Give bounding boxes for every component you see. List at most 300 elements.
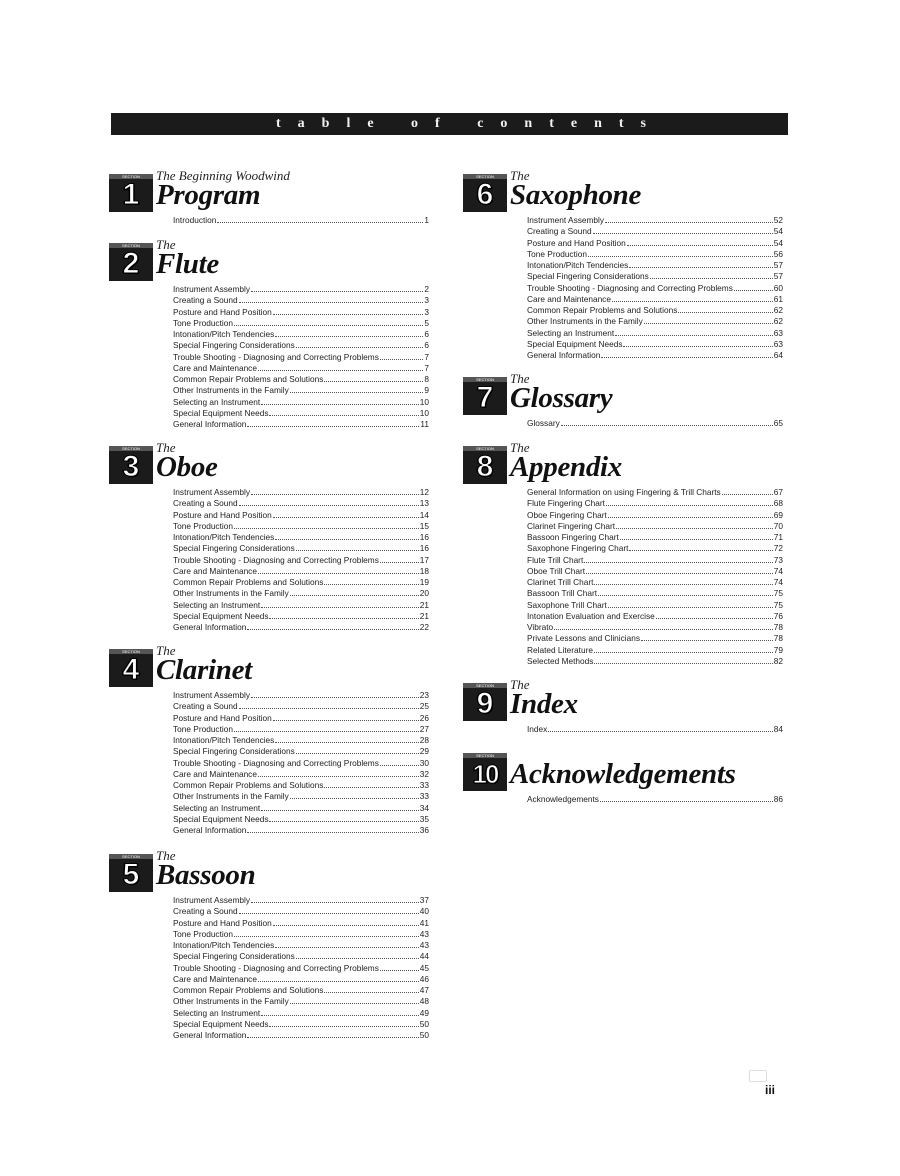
entry-title: Special Equipment Needs (173, 407, 269, 418)
entry-page: 49 (419, 1007, 429, 1018)
entry-page: 23 (419, 690, 429, 700)
toc-entry[interactable] (527, 633, 783, 644)
toc-entry[interactable] (527, 794, 783, 805)
toc-entry[interactable] (173, 996, 429, 1007)
toc-entry[interactable] (527, 215, 783, 226)
toc-entry[interactable] (527, 611, 783, 622)
dot-leader (273, 511, 419, 518)
entry-page: 18 (419, 565, 429, 576)
toc-entry[interactable] (527, 577, 783, 588)
entry-title: Other Instruments in the Family (173, 588, 289, 599)
toc-entry[interactable] (173, 951, 429, 962)
entry-page: 70 (773, 520, 783, 531)
dot-leader (290, 997, 419, 1004)
entry-title: Tone Production (173, 723, 233, 734)
dot-leader (275, 941, 418, 948)
toc-entry[interactable] (527, 226, 783, 237)
entry-title: Creating a Sound (173, 906, 238, 917)
toc-entry[interactable] (527, 566, 783, 577)
entry-page: 13 (419, 498, 429, 509)
toc-entry[interactable] (173, 780, 429, 791)
contents-banner: table of contents (111, 113, 788, 135)
entry-page: 6 (424, 329, 429, 339)
entry-page: 7 (424, 351, 429, 362)
entry-page: 35 (419, 813, 429, 824)
dot-leader (598, 589, 773, 596)
section-subtitle: The (510, 440, 530, 455)
entry-title: Special Equipment Needs (527, 338, 623, 349)
dot-leader (234, 930, 419, 937)
dot-leader (650, 272, 773, 279)
toc-entry[interactable] (173, 622, 429, 633)
entry-title: Selecting an Instrument (527, 327, 615, 338)
entry-title: Private Lessons and Clinicians (527, 633, 640, 644)
dot-leader (234, 725, 419, 732)
dot-leader (594, 657, 772, 664)
toc-entry[interactable] (173, 803, 429, 814)
toc-entry[interactable] (527, 656, 783, 667)
toc-entry[interactable] (173, 814, 429, 825)
toc-entry[interactable] (173, 487, 429, 498)
entry-title: General Information (173, 419, 247, 429)
toc-entry[interactable] (527, 238, 783, 249)
dot-leader (594, 646, 773, 653)
section-clarinet (109, 643, 429, 836)
entry-page: 82 (773, 655, 783, 666)
section-title: Acknowledgements (510, 758, 736, 790)
entry-title: Posture and Hand Position (173, 509, 272, 520)
entry-page: 60 (773, 282, 783, 293)
toc-entry[interactable] (173, 318, 429, 329)
dot-leader (615, 329, 773, 336)
toc-entry[interactable] (173, 215, 429, 226)
entry-page: 45 (419, 962, 429, 973)
toc-entry[interactable] (173, 419, 429, 430)
toc-entry[interactable] (173, 566, 429, 577)
entry-page: 1 (424, 215, 429, 225)
toc-entry[interactable] (527, 543, 783, 554)
dot-leader (273, 308, 424, 315)
entry-title: General Information (527, 350, 601, 360)
toc-entry[interactable] (173, 397, 429, 408)
entry-title: Selecting an Instrument (173, 1007, 261, 1018)
dot-leader (600, 795, 773, 802)
entry-title: Posture and Hand Position (173, 917, 272, 928)
entry-title: Common Repair Problems and Solutions (173, 374, 324, 384)
toc-entry[interactable] (527, 600, 783, 611)
section-number-badge (109, 446, 153, 484)
section-program (109, 168, 429, 226)
toc-entry[interactable] (173, 600, 429, 611)
entry-title: Selecting an Instrument (173, 599, 261, 610)
entry-title: Flute Fingering Chart (527, 498, 605, 509)
toc-entry[interactable] (173, 746, 429, 757)
entry-page: 84 (773, 724, 783, 734)
section-number-badge (463, 683, 507, 721)
entry-title: Common Repair Problems and Solutions (173, 985, 324, 995)
section-tag: SECTION (463, 753, 507, 758)
toc-entry[interactable] (173, 1030, 429, 1041)
toc-entry[interactable] (527, 521, 783, 532)
section-glossary (463, 371, 783, 429)
entry-page: 3 (424, 306, 429, 317)
entry-page: 40 (419, 906, 429, 917)
entry-title: Intonation Evaluation and Exercise (527, 610, 655, 621)
toc-entry[interactable] (527, 487, 783, 498)
toc-entry[interactable] (173, 284, 429, 295)
entry-title: Intonation/Pitch Tendencies (173, 532, 275, 542)
dot-leader (605, 216, 773, 223)
entry-page: 19 (419, 577, 429, 587)
section-header (463, 371, 783, 415)
entry-title: Posture and Hand Position (173, 306, 272, 317)
dot-leader (261, 601, 419, 608)
section-header (463, 440, 783, 484)
entry-page: 76 (773, 610, 783, 621)
toc-entry[interactable] (527, 260, 783, 271)
dot-leader (269, 815, 418, 822)
toc-entry[interactable] (527, 622, 783, 633)
toc-entry[interactable] (527, 305, 783, 316)
section-title: Clarinet (156, 654, 252, 686)
entry-page: 63 (773, 338, 783, 349)
toc-entry[interactable] (173, 701, 429, 712)
toc-entry[interactable] (173, 1019, 429, 1030)
entry-page: 22 (419, 622, 429, 632)
dot-leader (612, 295, 773, 302)
section-subtitle: The (156, 848, 176, 863)
dot-leader (594, 578, 772, 585)
entry-title: Tone Production (173, 317, 233, 328)
toc-entry[interactable] (527, 645, 783, 656)
section-tag: SECTION (109, 174, 153, 179)
toc-entry[interactable] (173, 295, 429, 306)
entry-title: Posture and Hand Position (173, 712, 272, 723)
entry-title: Instrument Assembly (527, 215, 605, 225)
dot-leader (269, 409, 418, 416)
entry-list (173, 487, 429, 633)
section-saxophone (463, 168, 783, 361)
dot-leader (290, 386, 424, 393)
entry-page: 2 (424, 284, 429, 294)
dot-leader (261, 398, 419, 405)
entry-title: Special Equipment Needs (173, 1018, 269, 1029)
entry-title: Care and Maintenance (173, 768, 257, 779)
page-number: iii (765, 1083, 776, 1097)
entry-page: 16 (419, 543, 429, 554)
entry-title: Selecting an Instrument (173, 802, 261, 813)
toc-entry[interactable] (173, 498, 429, 509)
dot-leader (584, 556, 773, 563)
entry-page: 79 (773, 644, 783, 655)
section-title: Flute (156, 248, 219, 280)
dot-leader (247, 826, 418, 833)
entry-title: Tone Production (527, 248, 587, 259)
entry-title: Saxophone Fingering Chart (527, 543, 629, 554)
toc-entry[interactable] (173, 510, 429, 521)
entry-title: Trouble Shooting - Diagnosing and Correcting Problems (173, 554, 379, 565)
entry-title: Common Repair Problems and Solutions (527, 305, 678, 315)
entry-title: Instrument Assembly (173, 895, 251, 905)
section-title: Oboe (156, 451, 218, 483)
dot-leader (554, 623, 773, 630)
entry-list (173, 895, 429, 1041)
section-tag: SECTION (109, 243, 153, 248)
dot-leader (275, 533, 418, 540)
toc-entry[interactable] (527, 294, 783, 305)
entry-page: 5 (424, 317, 429, 328)
toc-entry[interactable] (173, 974, 429, 985)
toc-entry[interactable] (173, 825, 429, 836)
entry-page: 54 (773, 237, 783, 248)
entry-title: Special Fingering Considerations (527, 271, 649, 282)
section-tag: SECTION (109, 446, 153, 451)
toc-entry[interactable] (527, 316, 783, 327)
entry-title: General Information on using Fingering & Trill Charts (527, 487, 721, 497)
section-header (109, 168, 429, 212)
toc-entry[interactable] (527, 588, 783, 599)
entry-page: 78 (773, 633, 783, 644)
entry-page: 46 (419, 973, 429, 984)
toc-entry[interactable] (527, 724, 783, 735)
entry-page: 47 (419, 985, 429, 995)
dot-leader (561, 419, 773, 426)
entry-title: Trouble Shooting - Diagnosing and Correcting Problems (527, 282, 733, 293)
entry-title: Trouble Shooting - Diagnosing and Correcting Problems (173, 757, 379, 768)
dot-leader (629, 261, 772, 268)
dot-leader (734, 284, 773, 291)
entry-title: Clarinet Trill Chart (527, 577, 594, 587)
entry-page: 65 (773, 418, 783, 428)
toc-entry[interactable] (173, 577, 429, 588)
dot-leader (296, 747, 419, 754)
entry-page: 10 (419, 396, 429, 407)
toc-entry[interactable] (173, 307, 429, 318)
toc-entry[interactable] (173, 985, 429, 996)
toc-entry[interactable] (173, 555, 429, 566)
entry-page: 21 (419, 610, 429, 621)
dot-leader (258, 975, 419, 982)
toc-entry[interactable] (527, 418, 783, 429)
dot-leader (251, 488, 419, 495)
section-title: Saxophone (510, 179, 642, 211)
section-header (463, 677, 783, 721)
toc-entry[interactable] (173, 735, 429, 746)
toc-entry[interactable] (527, 498, 783, 509)
toc-entry[interactable] (527, 283, 783, 294)
toc-entry[interactable] (173, 352, 429, 363)
toc-entry[interactable] (173, 532, 429, 543)
entry-page: 26 (419, 712, 429, 723)
section-bassoon (109, 848, 429, 1041)
toc-entry[interactable] (173, 543, 429, 554)
entry-page: 17 (419, 554, 429, 565)
toc-entry[interactable] (173, 940, 429, 951)
toc-entry[interactable] (527, 510, 783, 521)
entry-page: 25 (419, 701, 429, 712)
toc-entry[interactable] (173, 724, 429, 735)
dot-leader (258, 567, 419, 574)
section-number-badge (463, 446, 507, 484)
entry-title: Creating a Sound (173, 498, 238, 509)
entry-page: 8 (424, 374, 429, 384)
entry-page: 75 (773, 588, 783, 599)
section-header (109, 237, 429, 281)
toc-entry[interactable] (173, 611, 429, 622)
entry-page: 61 (773, 293, 783, 304)
entry-page: 41 (419, 917, 429, 928)
section-title: Program (156, 179, 261, 211)
toc-entry[interactable] (173, 906, 429, 917)
entry-list (527, 215, 783, 361)
toc-entry[interactable] (527, 532, 783, 543)
toc-entry[interactable] (173, 895, 429, 906)
entry-title: Special Fingering Considerations (173, 340, 295, 351)
entry-page: 62 (773, 305, 783, 315)
toc-entry[interactable] (173, 963, 429, 974)
entry-title: General Information (173, 825, 247, 835)
entry-title: Trouble Shooting - Diagnosing and Correcting Problems (173, 962, 379, 973)
section-tag: SECTION (109, 854, 153, 859)
dot-leader (273, 919, 419, 926)
section-oboe (109, 440, 429, 633)
entry-title: Tone Production (173, 520, 233, 531)
entry-page: 29 (419, 746, 429, 757)
entry-title: Other Instruments in the Family (527, 316, 643, 327)
entry-title: Vibrato (527, 622, 554, 632)
dot-leader (269, 612, 418, 619)
toc-entry[interactable] (173, 1008, 429, 1019)
entry-title: Other Instruments in the Family (173, 791, 289, 802)
entry-title: Acknowledgements (527, 794, 599, 804)
section-subtitle: The (510, 168, 530, 183)
toc-entry[interactable] (173, 713, 429, 724)
entry-title: Special Fingering Considerations (173, 746, 295, 757)
section-number: 10 (472, 759, 498, 789)
entry-list (527, 418, 783, 429)
entry-page: 57 (773, 260, 783, 270)
toc-entry[interactable] (173, 521, 429, 532)
toc-entry[interactable] (173, 769, 429, 780)
dot-leader (290, 589, 419, 596)
toc-entry[interactable] (173, 758, 429, 769)
dot-leader (606, 499, 773, 506)
toc-entry[interactable] (527, 555, 783, 566)
section-number-badge (109, 854, 153, 892)
entry-page: 57 (773, 271, 783, 282)
section-number-badge (463, 753, 507, 791)
entry-page: 43 (419, 928, 429, 939)
entry-page: 78 (773, 622, 783, 632)
toc-entry[interactable] (527, 328, 783, 339)
toc-entry[interactable] (173, 690, 429, 701)
entry-page: 33 (419, 791, 429, 802)
toc-entry[interactable] (173, 340, 429, 351)
dot-leader (629, 544, 772, 551)
toc-entry[interactable] (527, 271, 783, 282)
section-flute (109, 237, 429, 430)
entry-list (527, 487, 783, 667)
entry-title: Special Equipment Needs (173, 813, 269, 824)
toc-entry[interactable] (173, 588, 429, 599)
entry-page: 7 (424, 362, 429, 373)
dot-leader (290, 792, 419, 799)
section-header (109, 643, 429, 687)
entry-title: Flute Trill Chart (527, 554, 584, 565)
dot-leader (380, 556, 419, 563)
toc-entry[interactable] (173, 408, 429, 419)
entry-list (173, 690, 429, 836)
dot-leader (239, 702, 419, 709)
toc-entry[interactable] (527, 350, 783, 361)
entry-page: 34 (419, 802, 429, 813)
dot-leader (247, 420, 419, 427)
entry-title: General Information (173, 1030, 247, 1040)
section-header (463, 753, 783, 791)
entry-title: Saxophone Trill Chart (527, 599, 607, 610)
toc-entry[interactable] (173, 385, 429, 396)
section-title: Appendix (510, 451, 622, 483)
entry-title: Other Instruments in the Family (173, 996, 289, 1007)
entry-title: Clarinet Fingering Chart (527, 520, 616, 531)
section-title: Glossary (510, 382, 613, 414)
toc-entry[interactable] (527, 249, 783, 260)
section-tag: SECTION (463, 377, 507, 382)
entry-page: 54 (773, 226, 783, 237)
entry-title: Oboe Trill Chart (527, 565, 586, 576)
dot-leader (616, 522, 773, 529)
entry-page: 32 (419, 768, 429, 779)
entry-title: Other Instruments in the Family (173, 385, 289, 396)
section-header (109, 440, 429, 484)
dot-leader (269, 1020, 418, 1027)
toc-entry[interactable] (173, 329, 429, 340)
entry-title: Selected Methods (527, 655, 594, 666)
entry-title: Special Fingering Considerations (173, 543, 295, 554)
toc-entry[interactable] (527, 339, 783, 350)
entry-title: Common Repair Problems and Solutions (173, 780, 324, 790)
entry-page: 12 (419, 487, 429, 497)
entry-page: 6 (424, 340, 429, 351)
dot-leader (239, 499, 419, 506)
dot-leader (620, 533, 773, 540)
toc-entry[interactable] (173, 374, 429, 385)
dot-leader (324, 578, 418, 585)
entry-title: Instrument Assembly (173, 690, 251, 700)
entry-page: 67 (773, 487, 783, 497)
dot-leader (275, 330, 423, 337)
toc-entry[interactable] (173, 929, 429, 940)
dot-leader (261, 804, 419, 811)
dot-leader (380, 353, 424, 360)
entry-page: 33 (419, 780, 429, 790)
dot-leader (324, 986, 418, 993)
entry-title: Intonation/Pitch Tendencies (173, 735, 275, 745)
toc-entry[interactable] (173, 918, 429, 929)
dot-leader (239, 296, 424, 303)
dot-leader (678, 306, 772, 313)
entry-title: Intonation/Pitch Tendencies (527, 260, 629, 270)
entry-page: 30 (419, 757, 429, 768)
dot-leader (217, 216, 423, 223)
section-acknowledgements (463, 753, 783, 805)
toc-entry[interactable] (173, 791, 429, 802)
entry-title: Care and Maintenance (527, 293, 611, 304)
dot-leader (380, 964, 419, 971)
toc-entry[interactable] (173, 363, 429, 374)
entry-page: 86 (773, 794, 783, 804)
entry-page: 69 (773, 509, 783, 520)
